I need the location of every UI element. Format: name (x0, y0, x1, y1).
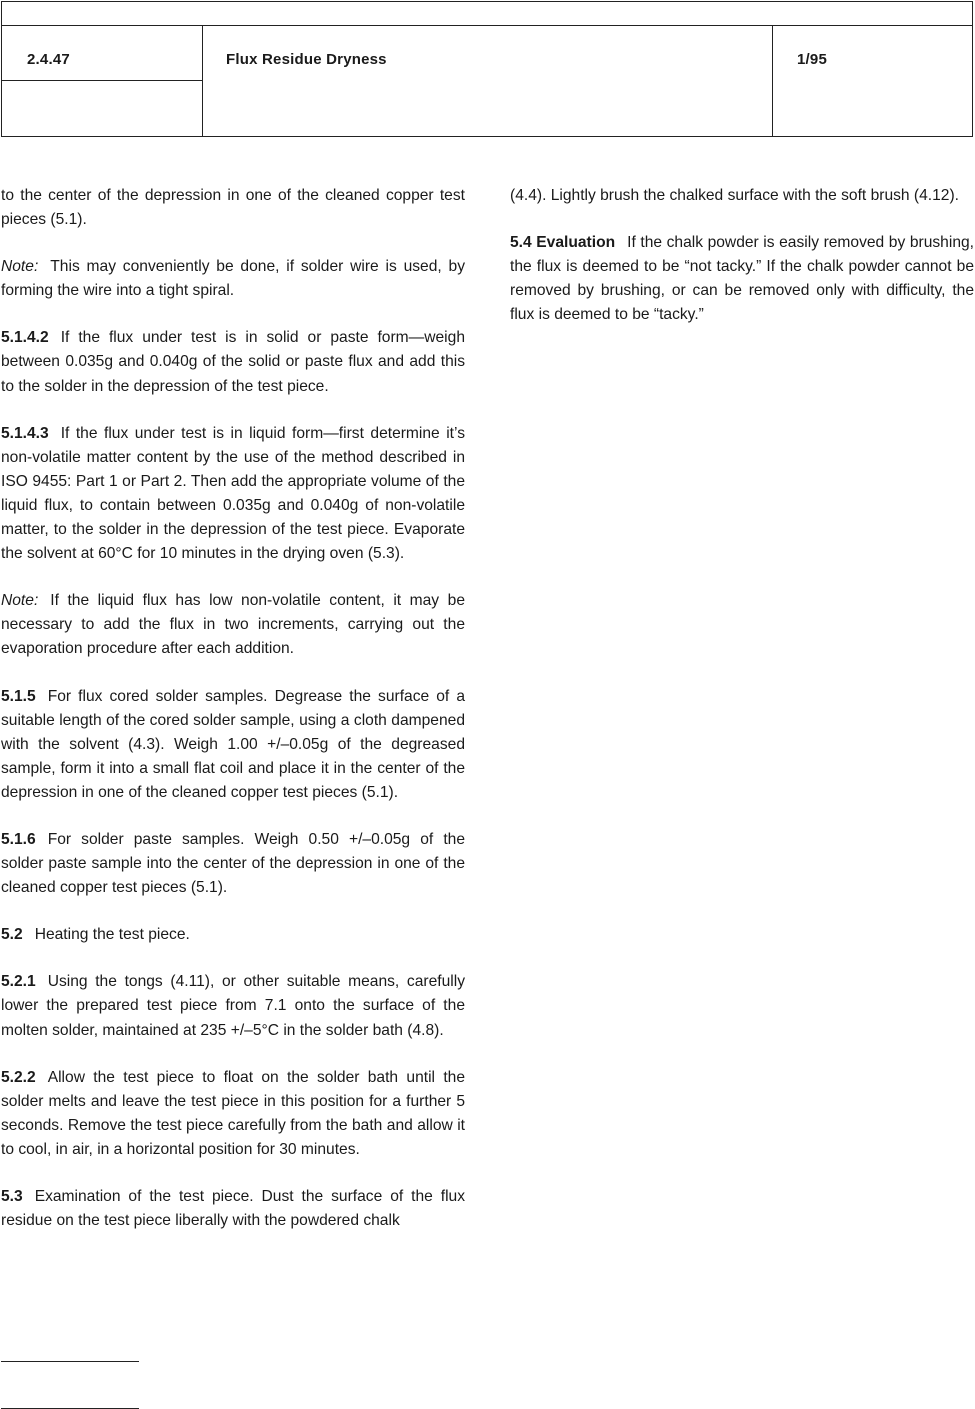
section-number: 2.4.47 (27, 51, 70, 68)
header-rule-col1 (202, 25, 203, 137)
section-5-3: 5.3 Examination of the test piece. Dust the surface of the flux residue on the test piece liberally with the powdered chalk (1, 1188, 465, 1230)
header-table (1, 1, 973, 137)
paragraph-continuation: to the center of the depression in one of the cleaned copper test pieces (5.1). (1, 187, 465, 229)
section-number-5-2: 5.2 (1, 926, 23, 944)
section-5-2-1: 5.2.1 Using the tongs (4.11), or other suitable means, carefully lower the prepared test piece from 7.1 onto the surface of the molten solder, maintained at 235 +/–5°C in the solder bath (4.8). (1, 973, 465, 1039)
header-rule-col2 (772, 25, 773, 137)
note-label: Note: (1, 592, 39, 610)
section-5-4: 5.4 Evaluation If the chalk powder is easily removed by brushing, the flux is deemed to be “not tacky.” If the chalk powder cannot be removed by brushing, or can be removed only with difficulty, the flux is deemed to be “tacky.” (510, 234, 974, 324)
page-title: Flux Residue Dryness (226, 51, 387, 68)
header-rule-top (1, 1, 973, 2)
note-spiral: Note: This may conveniently be done, if solder wire is used, by forming the wire into a tight spiral. (1, 258, 465, 300)
footnote-rule-1 (1, 1361, 139, 1362)
section-number-5-4: 5.4 (510, 234, 532, 252)
note-low-non-volatile: Note: If the liquid flux has low non-volatile content, it may be necessary to add the flux in two increments, carrying out the evaporation procedure after each addition. (1, 592, 465, 658)
section-5-1-6: 5.1.6 For solder paste samples. Weigh 0.50 +/–0.05g of the solder paste sample into the center of the depression in one of the cleaned copper test pieces (5.1). (1, 830, 465, 897)
right-column (510, 184, 974, 327)
section-number-5-2-1: 5.2.1 (1, 973, 36, 991)
section-number-5-1-5: 5.1.5 (1, 687, 36, 705)
section-5-1-4-3: 5.1.4.3 If the flux under test is in liquid form—first determine it’s non-volatile matter content by the use of the method described in ISO 9455: Part 1 or Part 2. Then add the appropriate volume of the liquid flux, to contain between 0.035g and 0.040g of non-volatile matter, to the solder in the depression of the test piece. Evaporate the solvent at 60°C for 10 minutes in the drying oven (5.3). (1, 424, 465, 563)
section-number-5-1-6: 5.1.6 (1, 830, 36, 848)
paragraph-continuation-right: (4.4). Lightly brush the chalked surface with the soft brush (4.12). (510, 187, 959, 204)
header-rule-bottom (1, 136, 973, 137)
header-rule-mid (1, 80, 202, 81)
page-reference: 1/95 (797, 51, 827, 68)
header-rule-right (972, 1, 973, 137)
section-number-5-3: 5.3 (1, 1188, 23, 1205)
note-label: Note: (1, 258, 39, 276)
header-rule-upper (1, 25, 973, 26)
section-number-5-1-4-3: 5.1.4.3 (1, 424, 49, 442)
section-5-2: 5.2 Heating the test piece. (1, 926, 190, 944)
header-rule-left (1, 1, 2, 137)
section-title-evaluation: Evaluation (536, 234, 616, 252)
section-5-1-5: 5.1.5 For flux cored solder samples. Degrease the surface of a suitable length of the cored solder sample, using a cloth dampened with the solvent (4.3). Weigh 1.00 +/–0.05g of the degreased sample, form it into a small flat coil and place it in the center of the depression in one of the cleaned copper test pieces (5.1). (1, 687, 465, 801)
section-5-2-2: 5.2.2 Allow the test piece to float on the solder bath until the solder melts and leave the test piece in this position for a further 5 seconds. Remove the test piece carefully from the bath and allow it to cool, in air, in a horizontal position for 30 minutes. (1, 1068, 465, 1158)
left-column (1, 184, 465, 1233)
section-5-1-4-2: 5.1.4.2 If the flux under test is in solid or paste form—weigh between 0.035g and 0.040g of the solid or paste flux and add this to the solder in the depression of the test piece. (1, 329, 465, 395)
section-number-5-2-2: 5.2.2 (1, 1068, 36, 1086)
section-number-5-1-4-2: 5.1.4.2 (1, 329, 49, 347)
